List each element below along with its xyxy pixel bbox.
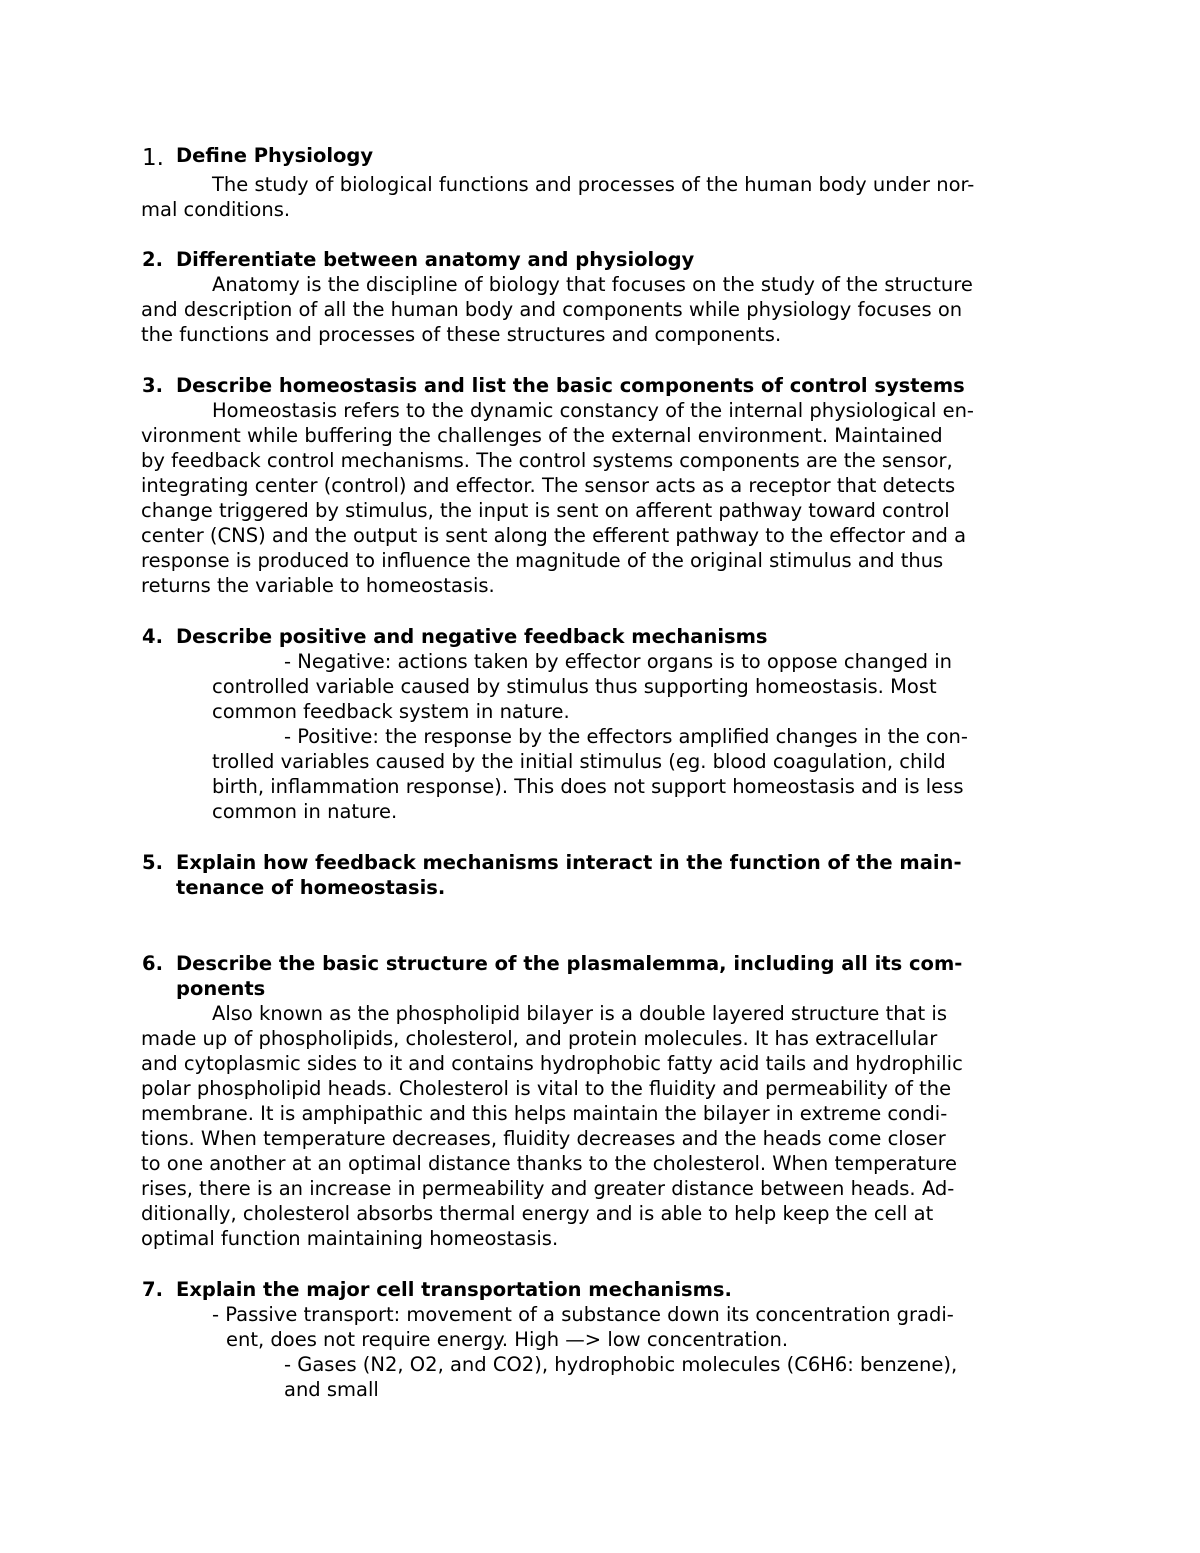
q1-number: 1.: [142, 145, 164, 171]
q3-line: by feedback control mechanisms. The control systems components are the sensor,: [141, 449, 953, 472]
q6-line: tions. When temperature decreases, fluidity decreases and the heads come closer: [141, 1127, 946, 1150]
q3-line: center (CNS) and the output is sent along the efferent pathway to the effector and a: [141, 524, 967, 547]
q7-number: 7.: [142, 1278, 163, 1301]
q3-number: 3.: [142, 374, 163, 397]
q6-heading-line: Describe the basic structure of the plasmalemma, including all its com-: [176, 952, 963, 975]
q4-positive-line: birth, inflammation response). This does not support homeostasis and is less: [212, 775, 964, 798]
q3-line: change triggered by stimulus, the input is sent on afferent pathway toward control: [141, 499, 950, 522]
q6-line: to one another at an optimal distance thanks to the cholesterol. When temperature: [141, 1152, 958, 1175]
q1-line: mal conditions.: [141, 198, 291, 221]
q2-line: the functions and processes of these structures and components.: [141, 323, 782, 346]
q2-number: 2.: [142, 248, 163, 271]
q4-negative-line: common feedback system in nature.: [212, 700, 570, 723]
q3-line: returns the variable to homeostasis.: [141, 574, 495, 597]
q3-heading: Describe homeostasis and list the basic components of control systems: [176, 374, 965, 397]
q5-heading-line: tenance of homeostasis.: [176, 876, 446, 899]
q3-line: response is produced to influence the magnitude of the original stimulus and thus: [141, 549, 944, 572]
q7-heading: Explain the major cell transportation mechanisms.: [176, 1278, 732, 1301]
q2-line: and description of all the human body and components while physiology focuses on: [141, 298, 963, 321]
q4-negative-line: controlled variable caused by stimulus thus supporting homeostasis. Most: [212, 675, 937, 698]
q6-line: membrane. It is amphipathic and this helps maintain the bilayer in extreme condi-: [141, 1102, 948, 1125]
q7-passive-line: ent, does not require energy. High —> low concentration.: [226, 1328, 789, 1351]
q6-line: optimal function maintaining homeostasis.: [141, 1227, 559, 1250]
q4-positive-line: common in nature.: [212, 800, 398, 823]
q6-line: and cytoplasmic sides to it and contains hydrophobic fatty acid tails and hydrophilic: [141, 1052, 963, 1075]
q5-heading-line: Explain how feedback mechanisms interact in the function of the main-: [176, 851, 962, 874]
q2-heading: Differentiate between anatomy and physiology: [176, 248, 695, 271]
q7-gases-line: - Gases (N2, O2, and CO2), hydrophobic molecules (C6H6: benzene),: [284, 1353, 958, 1376]
q4-heading: Describe positive and negative feedback mechanisms: [176, 625, 768, 648]
q6-number: 6.: [142, 952, 163, 975]
q7-passive-line: - Passive transport: movement of a substance down its concentration gradi-: [212, 1303, 954, 1326]
q6-line: Also known as the phospholipid bilayer is a double layered structure that is: [212, 1002, 947, 1025]
q2-line: Anatomy is the discipline of biology that focuses on the study of the structure: [212, 273, 973, 296]
q3-line: integrating center (control) and effector. The sensor acts as a receptor that detects: [141, 474, 956, 497]
q4-positive-line: trolled variables caused by the initial stimulus (eg. blood coagulation, child: [212, 750, 946, 773]
q6-line: polar phospholipid heads. Cholesterol is vital to the fluidity and permeability of the: [141, 1077, 952, 1100]
q1-line: The study of biological functions and processes of the human body under nor-: [212, 173, 975, 196]
q7-gases-line: and small: [284, 1378, 379, 1401]
q3-line: vironment while buffering the challenges of the external environment. Maintained: [141, 424, 943, 447]
q5-number: 5.: [142, 851, 163, 874]
q4-number: 4.: [142, 625, 163, 648]
q1-heading: Define Physiology: [176, 144, 374, 167]
q6-line: rises, there is an increase in permeability and greater distance between heads. Ad-: [141, 1177, 955, 1200]
q4-negative-line: - Negative: actions taken by effector organs is to oppose changed in: [284, 650, 952, 673]
q4-positive-line: - Positive: the response by the effectors amplified changes in the con-: [284, 725, 968, 748]
q3-line: Homeostasis refers to the dynamic constancy of the internal physiological en-: [212, 399, 974, 422]
q6-line: ditionally, cholesterol absorbs thermal energy and is able to help keep the cell at: [141, 1202, 934, 1225]
q6-heading-line: ponents: [176, 977, 266, 1000]
q6-line: made up of phospholipids, cholesterol, and protein molecules. It has extracellular: [141, 1027, 938, 1050]
